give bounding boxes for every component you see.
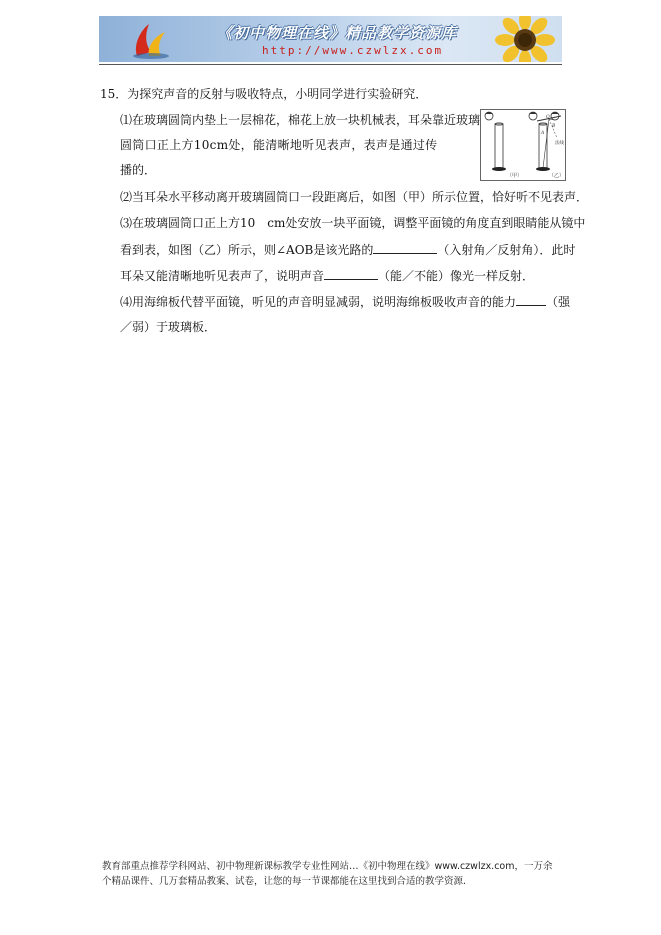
- part3-line3: [120, 267, 534, 284]
- part3-line2-pre: 看到表，如图（乙）所示，则∠AOB是该光路的: [120, 243, 374, 257]
- label-b: B: [552, 124, 556, 129]
- part2-line: ⑵当耳朵水平移动离开玻璃圆筒口一段距离后，如图（甲）所示位置，恰好听不见表声．: [120, 190, 589, 204]
- head-hair-icon: [485, 112, 493, 114]
- label-normal: 法线: [555, 141, 564, 146]
- part1-line3: 播的．: [120, 163, 157, 177]
- figure-jia: [485, 112, 522, 179]
- question-stem-line: [100, 86, 427, 102]
- question-number: 15．: [100, 87, 128, 101]
- part4-line1-pre: ⑷用海绵板代替平面镜，听见的声音明显减弱，说明海绵板吸收声音的能力: [120, 295, 517, 309]
- banner-title: 《初中物理在线》精品教学资源库: [217, 24, 458, 42]
- header-banner: [99, 16, 562, 62]
- part3-line3-post: （能／不能）像光一样反射．: [378, 269, 535, 283]
- answer-blank-absorb[interactable]: [516, 293, 546, 306]
- part4-line1-post: （强: [546, 295, 571, 309]
- glass-tube-jia: [495, 124, 503, 168]
- question-stem: 为探究声音的反射与吸收特点，小明同学进行实验研究．: [127, 87, 428, 101]
- site-logo-icon: [129, 20, 175, 60]
- footer-line1: 教育部重点推荐学科网站、初中物理新课标教学专业性网站…《初中物理在线》www.czwlzx.com，一万余: [102, 861, 553, 872]
- part1-line2-text: 圆筒口正上方10cm处，能清晰地听见表声，表声是通过传: [120, 138, 438, 152]
- answer-blank-reflect[interactable]: [324, 267, 378, 280]
- sunflower-icon: [490, 16, 560, 62]
- incident-ray: [543, 119, 549, 168]
- figure-yi: [529, 112, 564, 179]
- figure-label-yi: （乙）: [549, 173, 565, 179]
- part3-line2: [120, 241, 575, 258]
- part4-line1: [120, 293, 570, 310]
- part4-line2: ／弱）于玻璃板．: [120, 320, 217, 334]
- part1-line1: ⑴在玻璃圆筒内垫上一层棉花，棉花上放一块机械表，耳朵靠近玻璃: [120, 113, 481, 127]
- label-o: O: [546, 115, 550, 120]
- footer-line2: 个精品课件、几万套精品教案、试卷，让您的每一节课都能在这里找到合适的教学资源．: [102, 876, 473, 887]
- part3-line2-post: （入射角／反射角）．此时: [437, 243, 576, 257]
- experiment-diagram: [481, 110, 565, 180]
- part1-line2: [120, 137, 437, 153]
- label-a: A: [541, 131, 545, 136]
- page-footer: [102, 859, 562, 889]
- figure-label-jia: （甲）: [507, 173, 523, 179]
- answer-blank-angle[interactable]: [373, 241, 437, 254]
- experiment-figure: [480, 109, 566, 181]
- part3-line1: ⑶在玻璃圆筒口正上方10 cm处安放一块平面镜，调整平面镜的角度直到眼睛能从镜中: [120, 216, 586, 230]
- header-divider: [99, 64, 562, 65]
- banner-url[interactable]: http://www.czwlzx.com: [262, 44, 444, 57]
- watch-base-jia: [492, 167, 506, 171]
- part3-line3-pre: 耳朵又能清晰地听见表声了，说明声音: [120, 269, 325, 283]
